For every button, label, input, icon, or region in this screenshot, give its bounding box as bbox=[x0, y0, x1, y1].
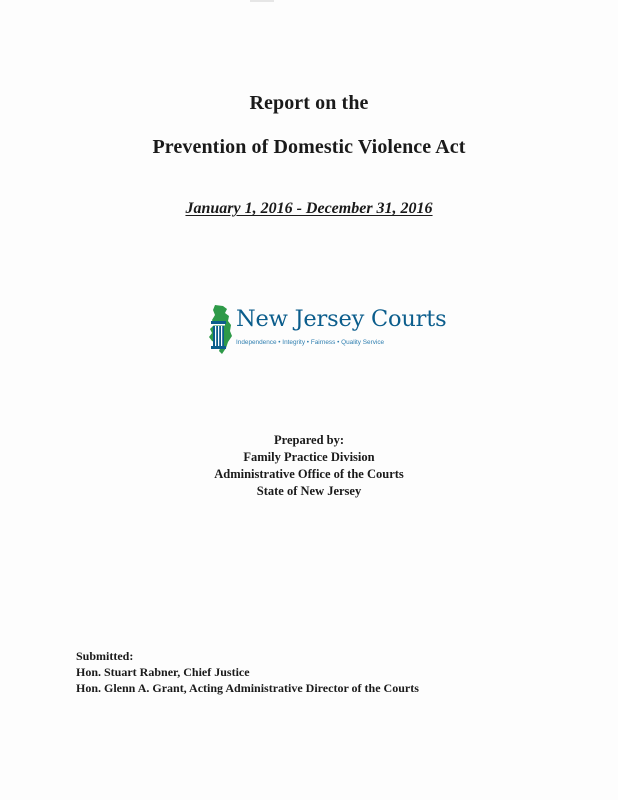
nj-courts-logo bbox=[206, 304, 447, 360]
submitted-block bbox=[76, 648, 419, 696]
report-title-line-2: Prevention of Domestic Violence Act bbox=[152, 136, 466, 158]
submitted-label: Submitted: bbox=[76, 649, 134, 663]
report-title-line-1: Report on the bbox=[249, 92, 369, 114]
prepared-by-line-division: Family Practice Division bbox=[243, 450, 375, 464]
prepared-by-line-state: State of New Jersey bbox=[256, 484, 362, 498]
submitted-line-administrative-director: Hon. Glenn A. Grant, Acting Administrative Director of the Courts bbox=[76, 681, 419, 695]
prepared-by-label: Prepared by: bbox=[273, 433, 345, 447]
scan-artifact bbox=[250, 0, 274, 2]
prepared-by-line-office: Administrative Office of the Courts bbox=[214, 467, 404, 481]
new-jersey-state-column-icon bbox=[206, 304, 234, 356]
report-date-range: January 1, 2016 - December 31, 2016 bbox=[185, 200, 433, 217]
logo-name: New Jersey Courts bbox=[236, 306, 447, 332]
logo-tagline: Independence • Integrity • Fairness • Quality Service bbox=[236, 339, 385, 346]
submitted-line-chief-justice: Hon. Stuart Rabner, Chief Justice bbox=[76, 665, 250, 679]
prepared-by-block bbox=[0, 432, 618, 500]
